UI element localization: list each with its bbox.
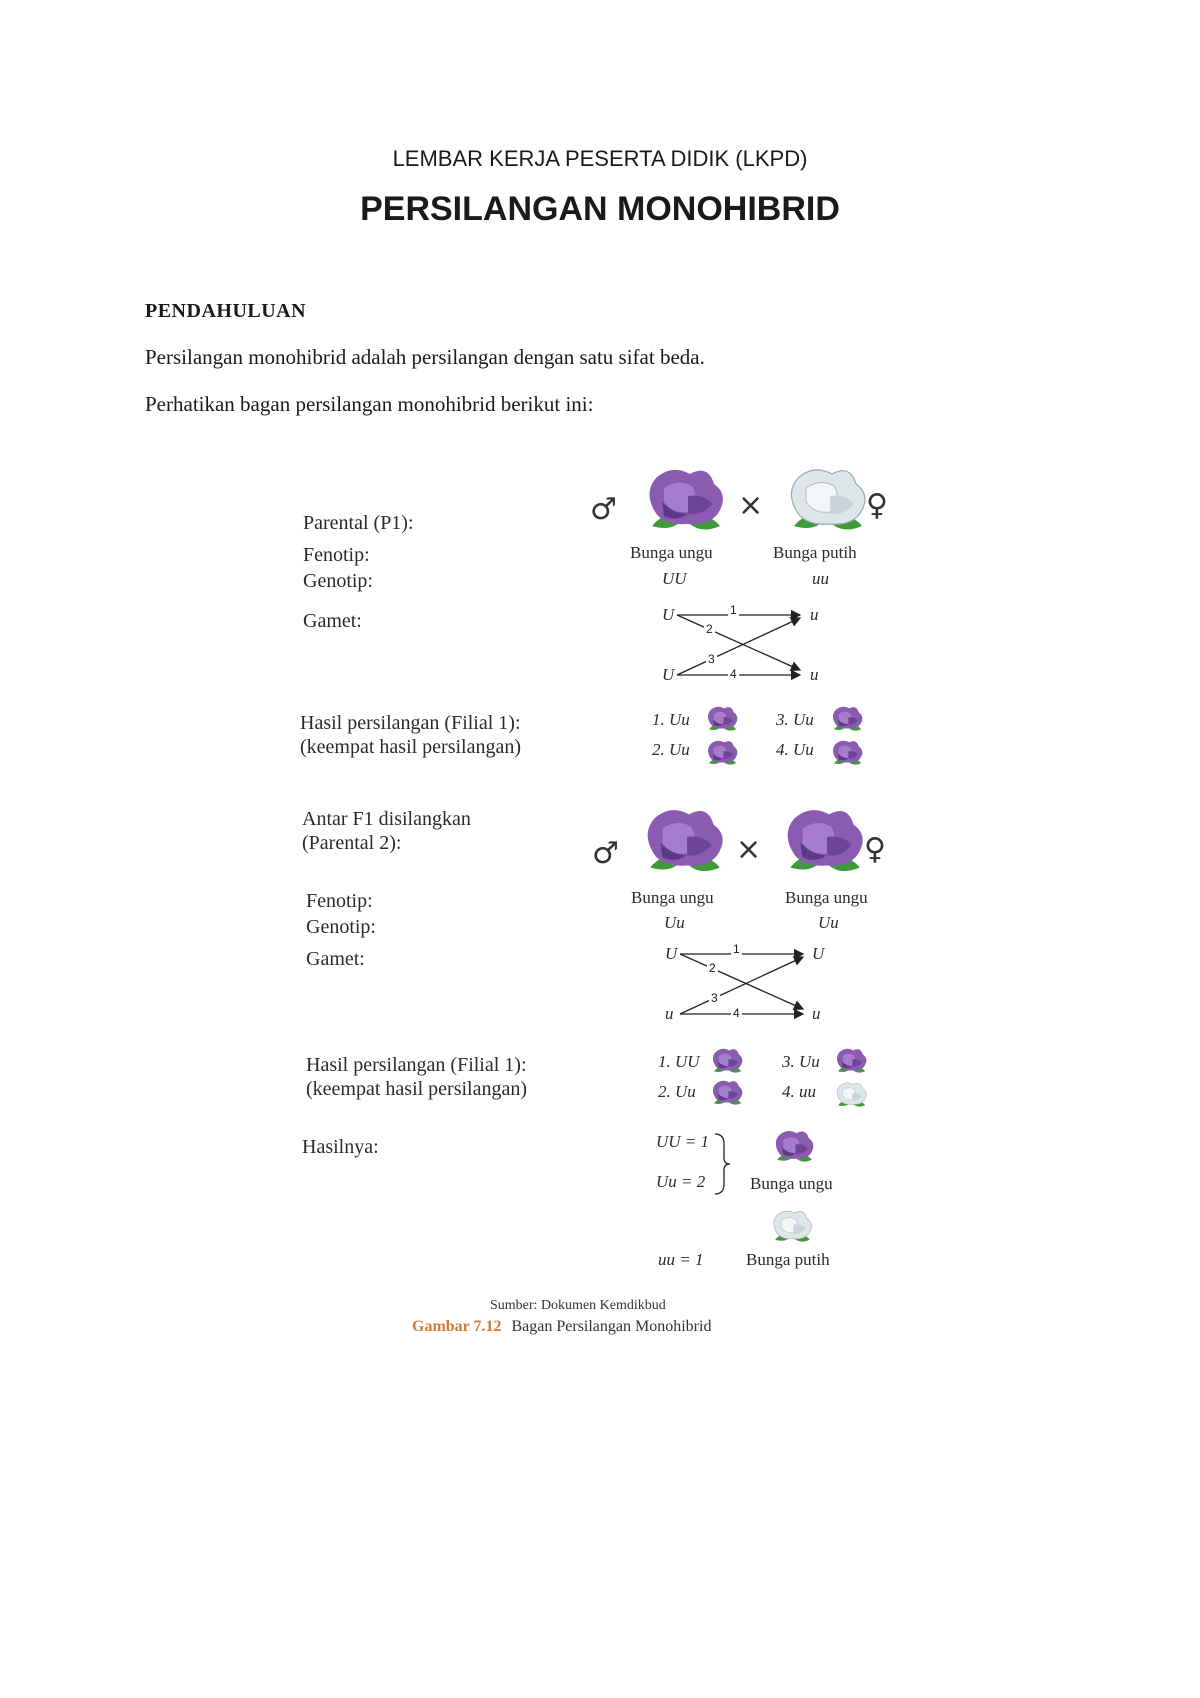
gamete-right-bottom: u (812, 1004, 821, 1023)
male-symbol-icon: ♂ (592, 836, 619, 871)
flower-white-icon (784, 468, 874, 538)
flower-purple-icon (710, 1048, 746, 1076)
offspring-label: 4. uu (782, 1082, 816, 1101)
flower-purple-icon (705, 706, 741, 734)
page-title: PERSILANGAN MONOHIBRID (360, 190, 840, 228)
female-symbol-icon: ♀ (866, 488, 888, 523)
intro-paragraph-1: Persilangan monohibrid adalah persilangan dengan satu sifat beda. (145, 345, 705, 369)
offspring-label: 4. Uu (776, 740, 814, 759)
male-phenotype: Bunga ungu (630, 543, 713, 562)
gamete-right-top: U (812, 944, 825, 963)
genotype-count-uu-dominant: UU = 1 (656, 1132, 710, 1151)
arrow-number: 3 (711, 991, 718, 1005)
intro-paragraph-2: Perhatikan bagan persilangan monohibrid berikut ini: (145, 392, 594, 416)
arrow-number: 4 (733, 1006, 740, 1020)
arrow-number: 4 (730, 667, 737, 681)
cross2-intro: Antar F1 disilangkan (302, 808, 471, 830)
f1-result-sublabel: (keempat hasil persilangan) (306, 1078, 528, 1100)
cross-symbol-icon: × (738, 488, 764, 523)
gamete-left-bottom: u (665, 1004, 674, 1023)
flower-purple-icon (830, 740, 866, 768)
offspring-label: 2. Uu (652, 740, 690, 759)
flower-purple-icon (640, 808, 732, 880)
gamete-left-top: U (665, 944, 678, 963)
flower-purple-icon (705, 740, 741, 768)
genotip-label: Genotip: (306, 916, 376, 938)
offspring-label: 1. UU (658, 1052, 700, 1071)
offspring-label: 3. Uu (776, 710, 814, 729)
parental2-label: (Parental 2): (302, 832, 402, 854)
gamet-label: Gamet: (306, 948, 365, 970)
gamete-left-bottom: U (662, 665, 675, 684)
male-phenotype: Bunga ungu (631, 888, 714, 907)
gamete-right-top: u (810, 605, 819, 624)
fenotip-label: Fenotip: (303, 544, 370, 566)
flower-purple-icon (772, 1130, 818, 1166)
gamete-right-bottom: u (810, 665, 819, 684)
f1-result-label: Hasil persilangan (Filial 1): (300, 712, 521, 734)
section-heading: PENDAHULUAN (145, 300, 307, 322)
fenotip-label: Fenotip: (306, 890, 373, 912)
female-genotype: uu (812, 569, 829, 588)
purple-phenotype-label: Bunga ungu (750, 1174, 833, 1193)
figure-source: Sumber: Dokumen Kemdikbud (490, 1298, 666, 1313)
genotip-label: Genotip: (303, 570, 373, 592)
cross-symbol-icon: × (736, 832, 762, 867)
parental-label: Parental (P1): (303, 512, 414, 534)
female-phenotype: Bunga ungu (785, 888, 868, 907)
arrow-number: 1 (730, 603, 737, 617)
flower-purple-icon (834, 1048, 870, 1076)
offspring-label: 1. Uu (652, 710, 690, 729)
figure-caption-label: Gambar 7.12 (412, 1318, 502, 1335)
flower-white-icon (834, 1082, 870, 1110)
female-symbol-icon: ♀ (864, 832, 886, 867)
flower-purple-icon (710, 1080, 746, 1108)
female-genotype: Uu (818, 913, 839, 932)
flower-purple-icon (780, 808, 872, 880)
genotype-count-uu-recessive: uu = 1 (658, 1250, 704, 1269)
genotype-count-uu-hetero: Uu = 2 (656, 1172, 706, 1191)
arrow-number: 3 (708, 652, 715, 666)
flower-white-icon (770, 1210, 816, 1246)
flower-purple-icon (830, 706, 866, 734)
male-genotype: UU (662, 569, 687, 588)
gamet-label: Gamet: (303, 610, 362, 632)
male-symbol-icon: ♂ (590, 492, 617, 527)
arrow-number: 1 (733, 942, 740, 956)
offspring-label: 3. Uu (782, 1052, 820, 1071)
gamete-cross-arrows (675, 600, 810, 685)
gamete-cross-arrows (678, 939, 813, 1024)
female-phenotype: Bunga putih (773, 543, 857, 562)
gamete-left-top: U (662, 605, 675, 624)
figure-caption (412, 1318, 711, 1336)
flower-purple-icon (642, 468, 732, 538)
lkpd-subtitle: LEMBAR KERJA PESERTA DIDIK (LKPD) (392, 146, 808, 171)
figure-caption-text: Bagan Persilangan Monohibrid (511, 1318, 712, 1335)
white-phenotype-label: Bunga putih (746, 1250, 830, 1269)
arrow-number: 2 (709, 961, 716, 975)
offspring-label: 2. Uu (658, 1082, 696, 1101)
arrow-number: 2 (706, 622, 713, 636)
f1-result-sublabel: (keempat hasil persilangan) (300, 736, 522, 758)
f1-result-label: Hasil persilangan (Filial 1): (306, 1054, 527, 1076)
result-label: Hasilnya: (302, 1136, 379, 1158)
brace-icon (712, 1132, 732, 1196)
male-genotype: Uu (664, 913, 685, 932)
